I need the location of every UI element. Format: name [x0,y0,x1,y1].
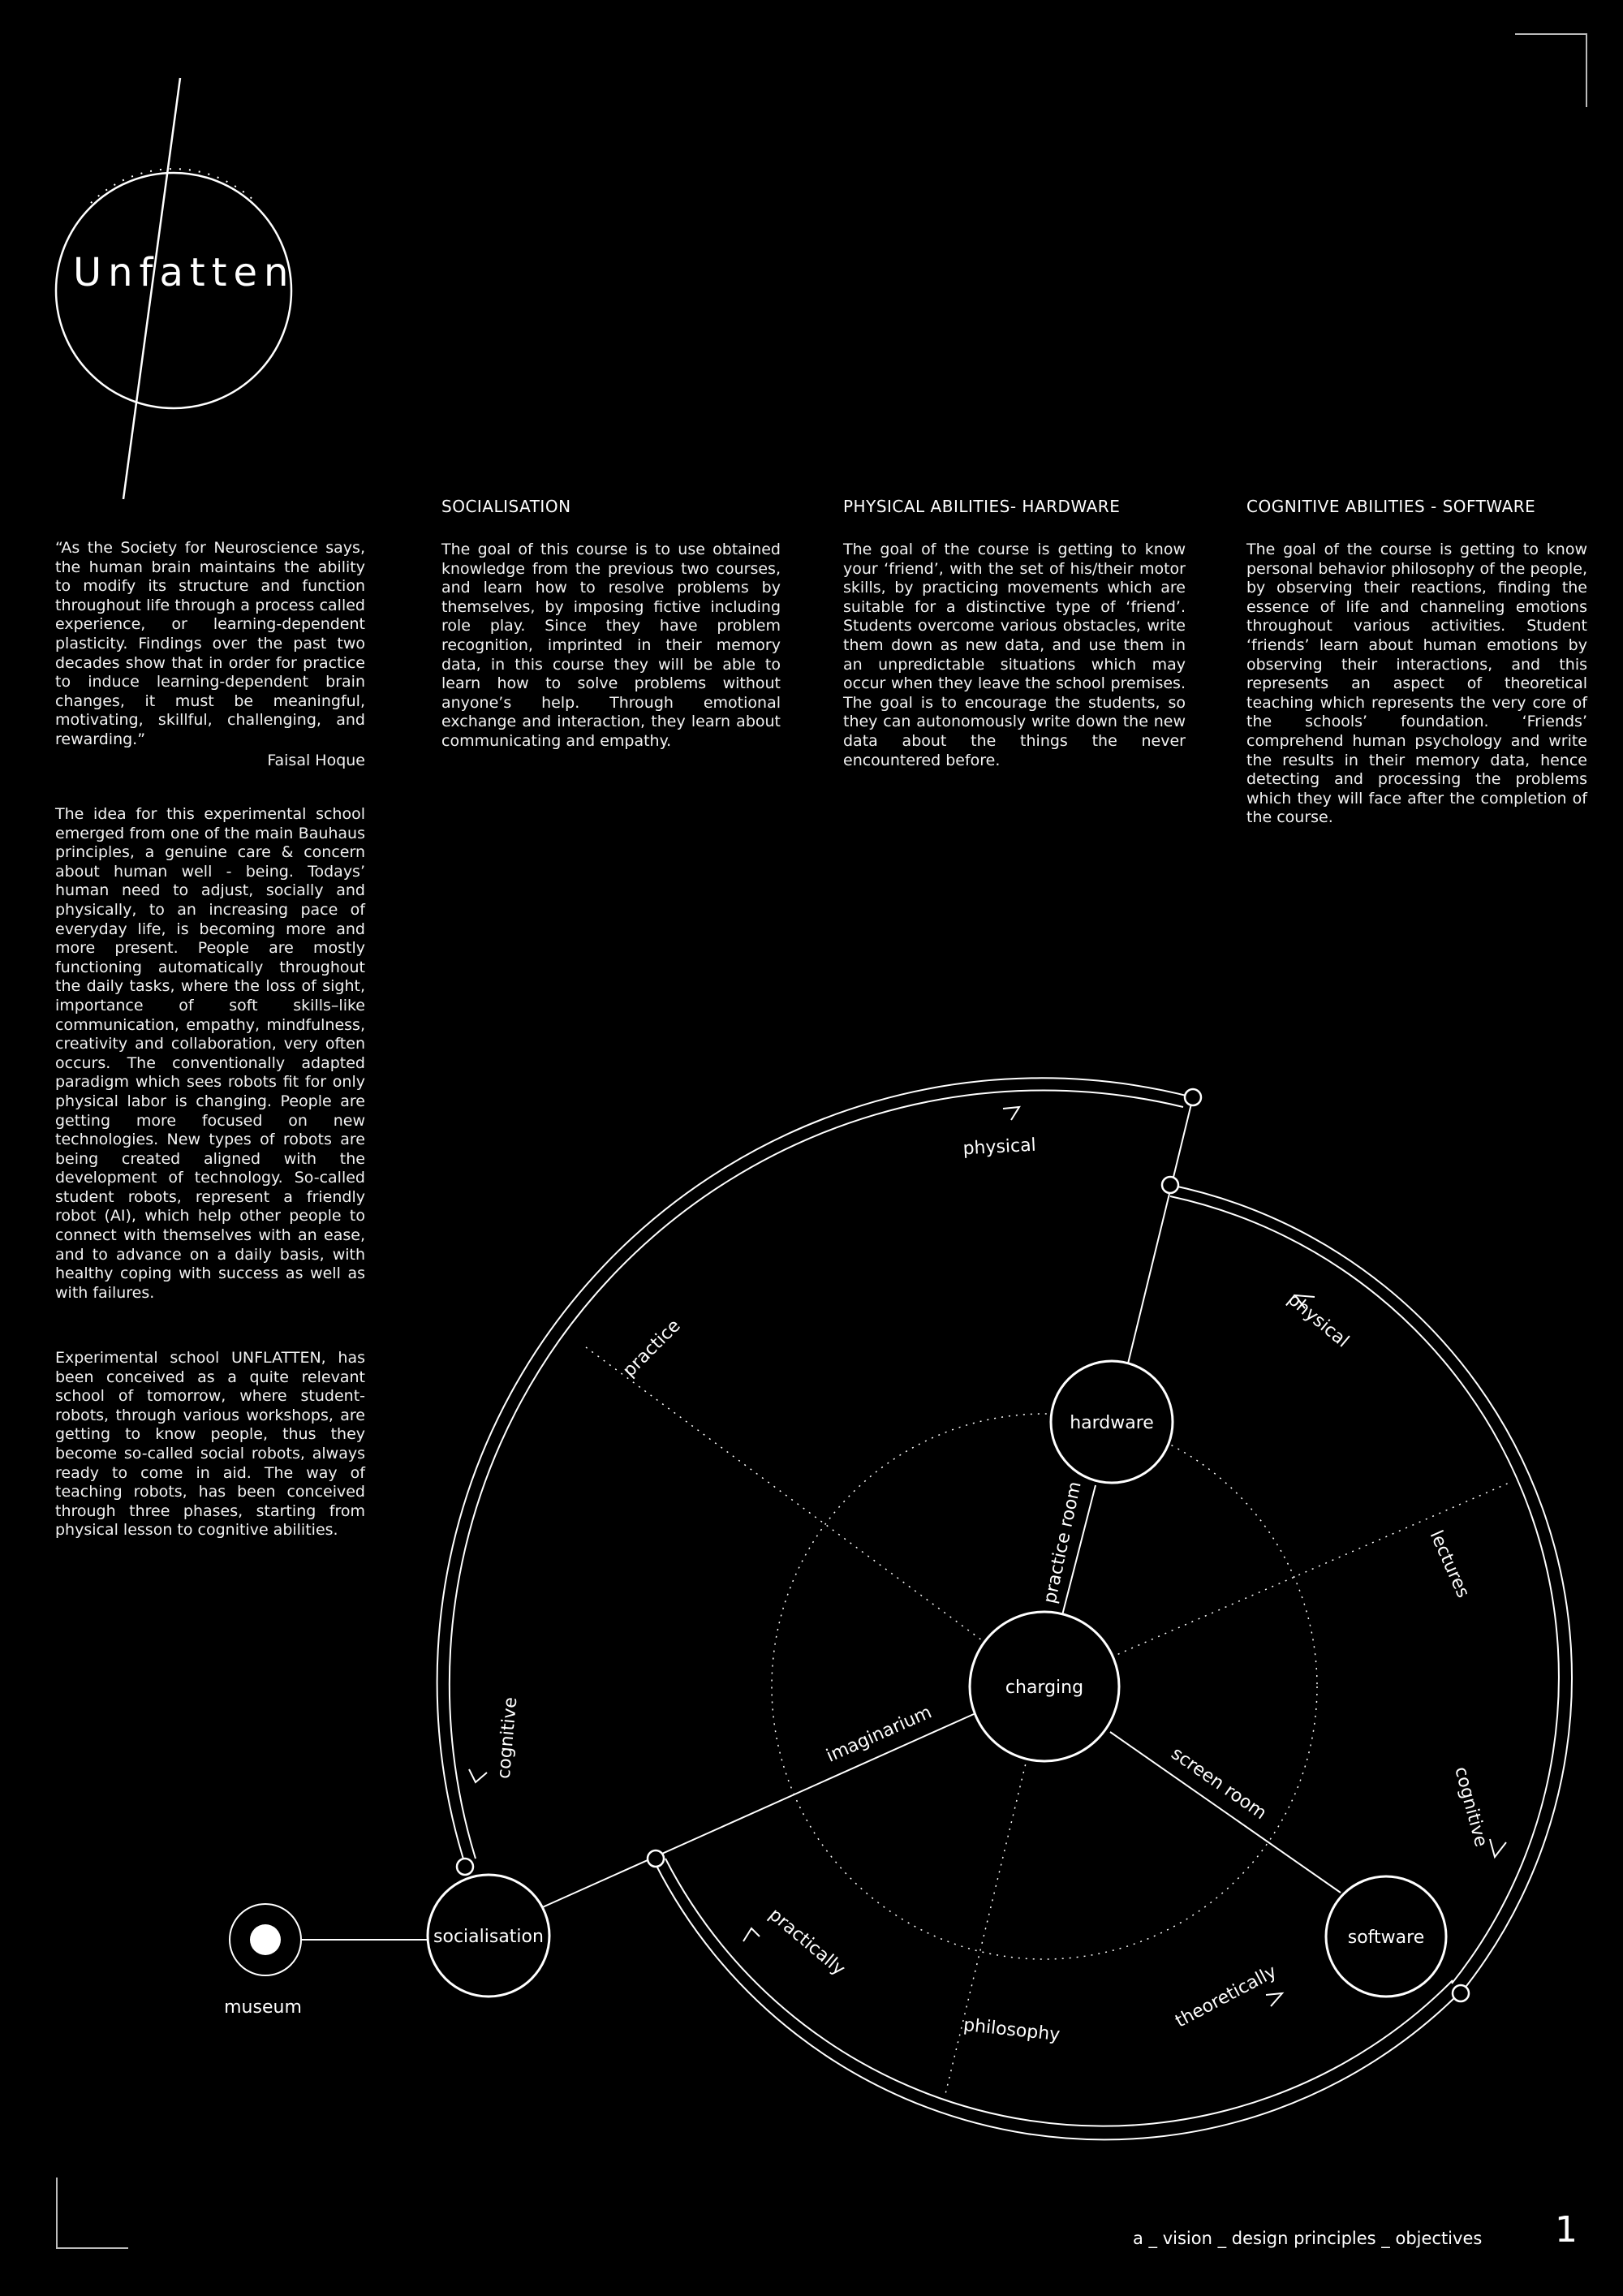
column-text-hardware: The goal of the course is getting to know your ‘friend’, with the set of his/their motor skills, by practicing movements which are suitable for a distinctive type of ‘friend’. Students overcome various obstacles, write them down as new data, and use them in an unpredictable situations which may occur when they leave the school premises. The goal is to encourage the students, so they can autonomously write down the new data about the things the never encountered before. [843,541,1186,769]
label-philosophy: philosophy [962,2014,1061,2046]
label-imaginarium: imaginarium [823,1702,935,1767]
spoke-socialisation-charging [539,1714,974,1909]
quote-author: Faisal Hoque [267,752,365,769]
bottom-arc-inner [665,1859,1453,2126]
arrow-cognitive-left [469,1769,487,1782]
junction-upper-right [1162,1177,1178,1193]
footer-caption: a _ vision _ design principles _ objectives [1133,2229,1483,2248]
node-label-charging: charging [1005,1678,1084,1698]
label-theoretically: theoretically [1172,1962,1281,2032]
intro-paragraph-1: The idea for this experimental school emerged from one of the main Bauhaus principles, a genuine care & concern about human well - being. Todays’ human need to adjust, socially and physically, to an increasing pace of everyday life, is becoming more and more present. People are mostly functioning automatically throughout the daily tasks, where the loss of sight, importance of soft skills–like communication, empathy, mindfulness, creativity and collaboration, very often occurs. The conventionally adapted paradigm which sees robots fit for only physical labor is changing. People are getting more focused on new technologies. New types of robots are being created aligned with the development of technology. So-called student robots, represent a friendly robot (AI), which help other people to connect with themselves with an ease, and to advance on a daily basis, with healthy coping with success as well as with failures. [55,805,365,1302]
label-cognitive-left: cognitive [493,1696,522,1780]
museum-dot [250,1924,281,1955]
label-physical-top: physical [962,1135,1037,1160]
spoke-hardware-top [1128,1097,1193,1363]
arrow-theoretically [1266,1993,1282,2006]
label-physical-right: physical [1283,1289,1353,1352]
label-screen-room: screen room [1167,1743,1271,1824]
dotted-spoke-practice [586,1347,1044,1686]
label-practically: practically [764,1904,849,1980]
column-title-software: COGNITIVE ABILITIES - SOFTWARE [1246,497,1536,516]
junction-bottom-left [648,1850,664,1867]
label-practice: practice [619,1316,685,1381]
logo-wordmark: Unfatten [73,250,295,295]
node-label-museum: museum [224,1997,302,2018]
label-practice-room: practice room [1040,1480,1086,1606]
quote-text: “As the Society for Neuroscience says, the human brain maintains the ability to modify its structure and function throughout life through a process called experience, or learning-dependent plasticity. Findings over the past two decades show that in order for practice to induce learning-dependent brain changes, it must be meaningful, motivating, skillful, challenging, and rewarding.” [55,539,365,748]
column-title-socialisation: SOCIALISATION [441,497,571,516]
column-text-software: The goal of the course is getting to know personal behavior philosophy of the people, by observing their reactions, finding the essence of life and channeling emotions throughout various activities. Student ‘friends’ learn about human emotions by observing their interactions, and this represents an aspect of theoretical teaching which represents the very core of the schools’ foundation. ‘Friends’ comprehend human psychology and write the results in their memory data, hence detecting and processing the problems which they will face after the completion of the course. [1246,541,1587,827]
column-text-socialisation: The goal of this course is to use obtained knowledge from the previous two courses, and learn how to resolve problems by themselves, by imposing fictive including role play. Since they have problem recognition, imprinted in their memory data, in this course they will be able to learn how to solve problems without anyone’s help. Through emotional exchange and interaction, they learn about communicating and empathy. [441,541,781,750]
arrow-practically [743,1928,760,1941]
page-number: 1 [1555,2209,1578,2251]
spoke-charging-software [1110,1732,1341,1893]
junction-top [1185,1089,1201,1105]
dotted-spoke-lectures [1044,1482,1511,1686]
node-label-socialisation: socialisation [433,1927,544,1947]
node-label-hardware: hardware [1070,1413,1154,1433]
junction-bottom-right [1453,1985,1469,2001]
label-cognitive-right: cognitive [1450,1764,1492,1850]
intro-paragraph-2: Experimental school UNFLATTEN, has been conceived as a quite relevant school of tomorrow, where student-robots, through various workshops, are getting to know people, thus they become so-called social robots, always ready to come in aid. The way of teaching robots, has been conceived through three phases, starting from physical lesson to cognitive abilities. [55,1349,365,1540]
arrow-physical-top [1003,1107,1019,1120]
junction-left [457,1859,473,1875]
arrow-cognitive-right [1490,1839,1506,1857]
right-arc-inner [1170,1196,1559,1984]
node-label-software: software [1347,1928,1425,1948]
right-arc-outer [1170,1185,1572,1993]
label-lectures: lectures [1425,1527,1474,1601]
column-title-hardware: PHYSICAL ABILITIES- HARDWARE [843,497,1121,516]
